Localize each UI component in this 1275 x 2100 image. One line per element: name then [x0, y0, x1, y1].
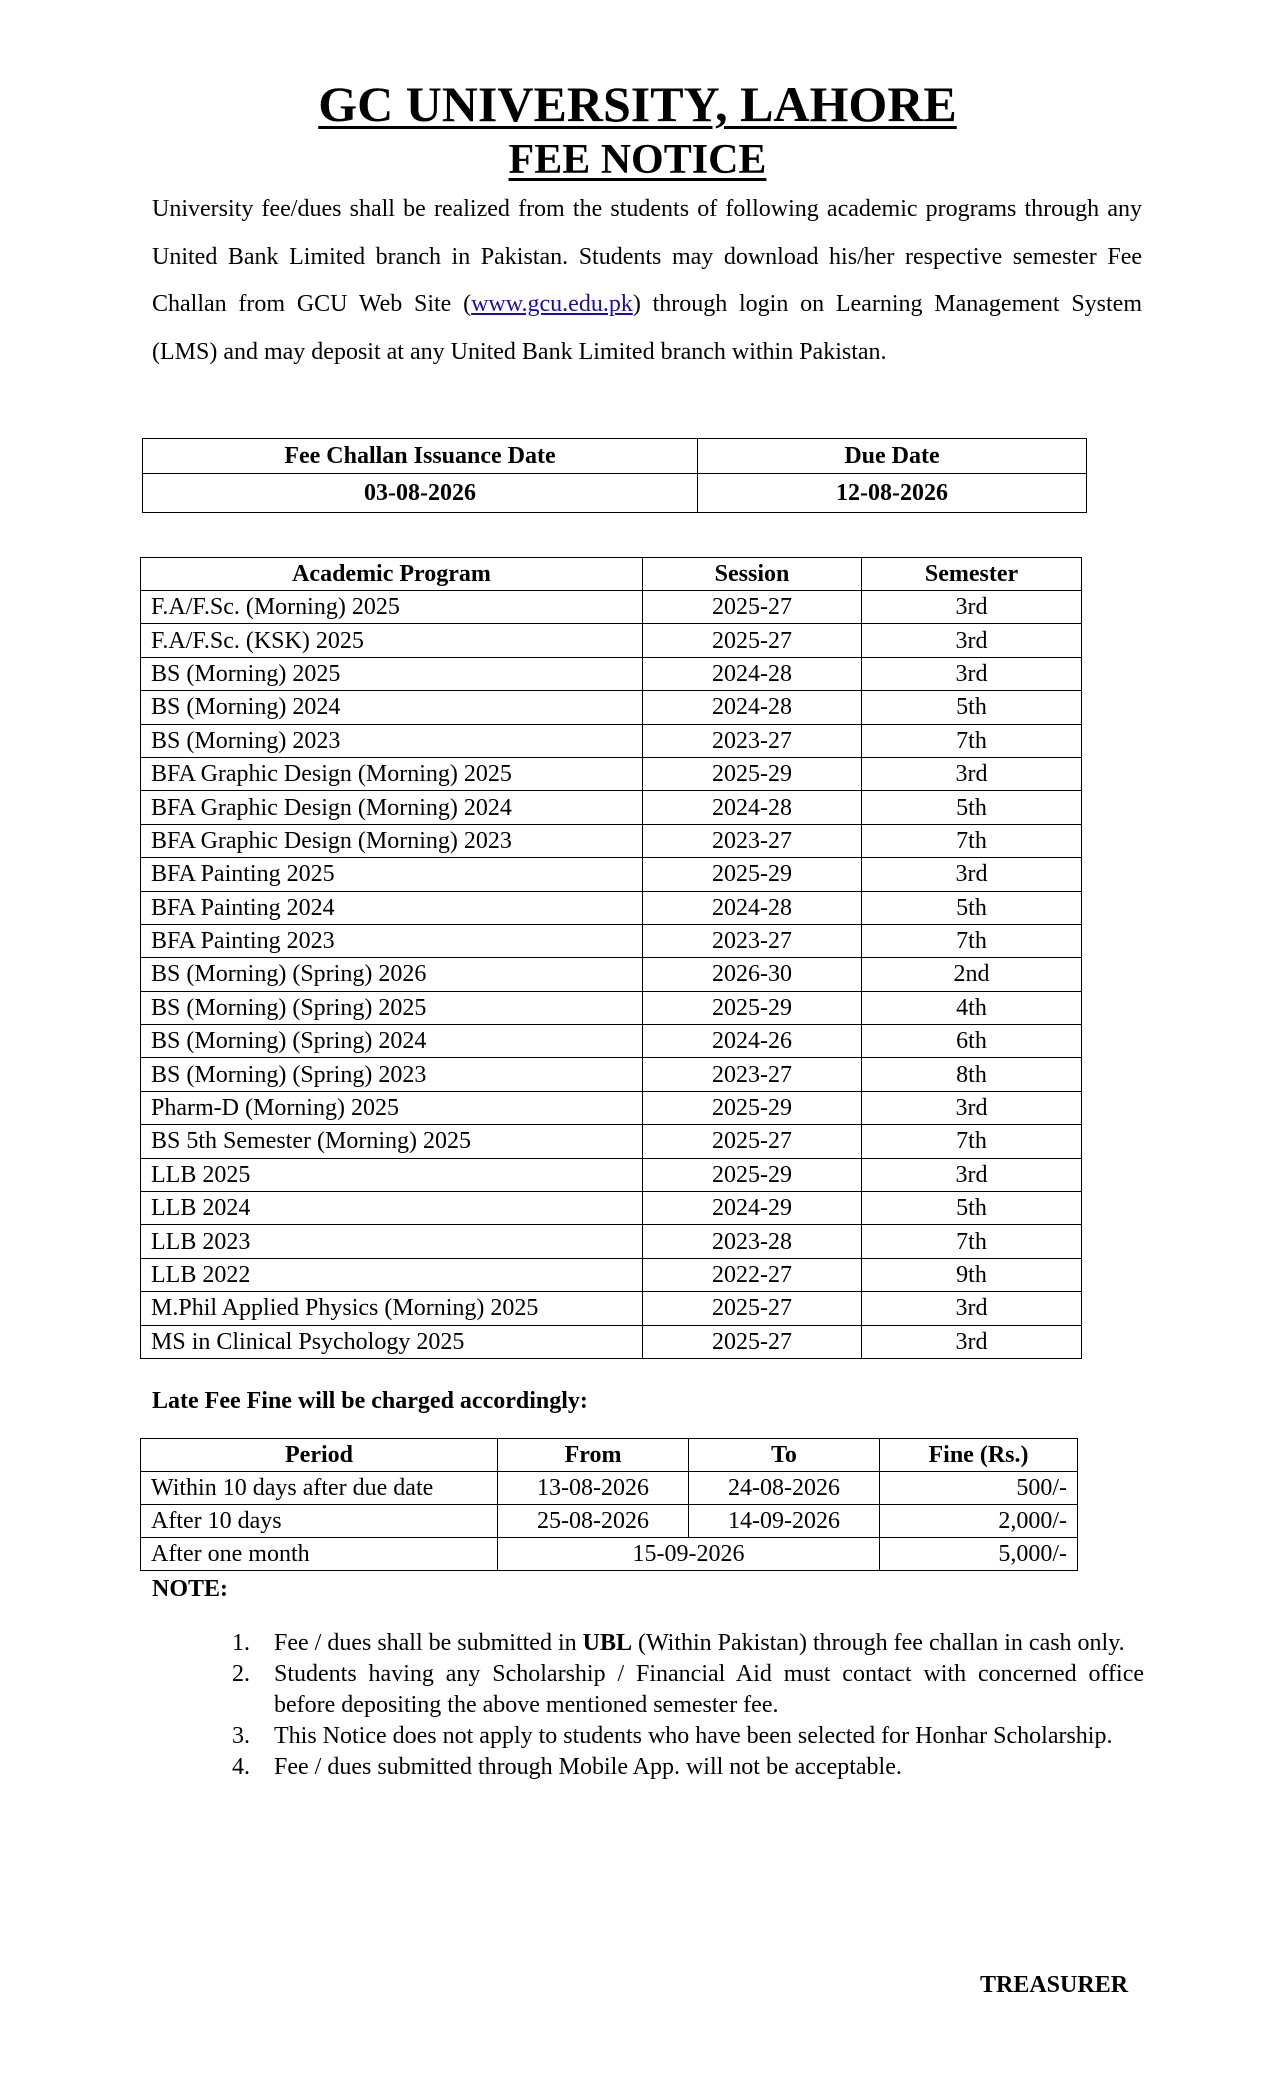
- intro-text-2: ) through login on Learning Management System (LMS) and may deposit at any United Bank Limited branch within Pakistan.: [152, 291, 1142, 365]
- program-cell: BS (Morning) 2023: [141, 724, 643, 757]
- table-row: [141, 1025, 1082, 1058]
- program-cell: BS (Morning) 2025: [141, 657, 643, 690]
- period-cell: Within 10 days after due date: [141, 1472, 498, 1505]
- list-item: [232, 1721, 1144, 1752]
- note-bold-text: UBL: [582, 1630, 632, 1656]
- table-row: [141, 1505, 1078, 1538]
- list-item: [232, 1659, 1144, 1721]
- session-cell: 2023-27: [643, 724, 862, 757]
- session-cell: 2023-27: [643, 924, 862, 957]
- semester-header: Semester: [862, 558, 1082, 591]
- program-cell: BS (Morning) 2024: [141, 691, 643, 724]
- semester-cell: 3rd: [862, 591, 1082, 624]
- program-cell: LLB 2024: [141, 1192, 643, 1225]
- note-text: Fee / dues shall be submitted in: [274, 1630, 583, 1656]
- session-cell: 2024-29: [643, 1192, 862, 1225]
- period-header: Period: [141, 1439, 498, 1472]
- table-row: [141, 858, 1082, 891]
- note-text: This Notice does not apply to students who have been selected for Honhar Scholarship.: [274, 1723, 1113, 1749]
- table-row: [141, 757, 1082, 790]
- semester-cell: 5th: [862, 791, 1082, 824]
- table-row: [141, 1258, 1082, 1291]
- table-row: [141, 1292, 1082, 1325]
- note-text: Students having any Scholarship / Financial Aid must contact with concerned office before depositing the above mentioned semester fee.: [274, 1661, 1144, 1718]
- treasurer-signature: TREASURER: [980, 1972, 1129, 1998]
- to-cell: 24-08-2026: [689, 1472, 880, 1505]
- session-cell: 2026-30: [643, 958, 862, 991]
- from-header: From: [498, 1439, 689, 1472]
- table-row: [141, 1225, 1082, 1258]
- program-cell: F.A/F.Sc. (Morning) 2025: [141, 591, 643, 624]
- notice-title: FEE NOTICE: [508, 137, 767, 183]
- program-cell: BFA Graphic Design (Morning) 2024: [141, 791, 643, 824]
- list-item: [232, 1628, 1144, 1659]
- semester-cell: 3rd: [862, 657, 1082, 690]
- late-fee-heading: Late Fee Fine will be charged accordingly:: [152, 1388, 588, 1414]
- program-cell: LLB 2025: [141, 1158, 643, 1191]
- fine-cell: 500/-: [880, 1472, 1078, 1505]
- table-row: [141, 991, 1082, 1024]
- table-row: [141, 824, 1082, 857]
- due-date-header: Due Date: [698, 439, 1087, 474]
- university-title: GC UNIVERSITY, LAHORE: [318, 76, 957, 132]
- program-cell: BFA Graphic Design (Morning) 2023: [141, 824, 643, 857]
- session-cell: 2025-29: [643, 1091, 862, 1124]
- table-row: [141, 1125, 1082, 1158]
- session-cell: 2025-27: [643, 1292, 862, 1325]
- table-row: [141, 891, 1082, 924]
- late-fee-table: [140, 1438, 1078, 1571]
- table-row: [141, 958, 1082, 991]
- program-cell: Pharm-D (Morning) 2025: [141, 1091, 643, 1124]
- semester-cell: 3rd: [862, 1091, 1082, 1124]
- website-link[interactable]: www.gcu.edu.pk: [471, 291, 633, 317]
- semester-cell: 5th: [862, 691, 1082, 724]
- session-cell: 2024-28: [643, 891, 862, 924]
- session-cell: 2025-29: [643, 858, 862, 891]
- session-cell: 2023-27: [643, 1058, 862, 1091]
- session-cell: 2025-29: [643, 991, 862, 1024]
- table-row: [141, 657, 1082, 690]
- session-cell: 2025-29: [643, 1158, 862, 1191]
- dates-table: [142, 438, 1087, 513]
- semester-cell: 2nd: [862, 958, 1082, 991]
- note-number: 3.: [232, 1723, 250, 1749]
- semester-cell: 5th: [862, 891, 1082, 924]
- semester-cell: 3rd: [862, 1325, 1082, 1358]
- program-cell: BS (Morning) (Spring) 2023: [141, 1058, 643, 1091]
- note-heading: NOTE:: [152, 1576, 229, 1602]
- issuance-date-header: Fee Challan Issuance Date: [143, 439, 698, 474]
- table-row: [141, 1325, 1082, 1358]
- from-cell: 25-08-2026: [498, 1505, 689, 1538]
- session-cell: 2023-27: [643, 824, 862, 857]
- note-text: Fee / dues submitted through Mobile App. will not be acceptable.: [274, 1754, 902, 1780]
- semester-cell: 3rd: [862, 1292, 1082, 1325]
- note-text-end: (Within Pakistan) through fee challan in cash only.: [631, 1630, 1125, 1656]
- program-cell: M.Phil Applied Physics (Morning) 2025: [141, 1292, 643, 1325]
- session-cell: 2025-27: [643, 1325, 862, 1358]
- table-row: [141, 1158, 1082, 1191]
- program-cell: BS (Morning) (Spring) 2026: [141, 958, 643, 991]
- session-cell: 2023-28: [643, 1225, 862, 1258]
- semester-cell: 3rd: [862, 858, 1082, 891]
- program-cell: LLB 2023: [141, 1225, 643, 1258]
- fine-cell: 5,000/-: [880, 1538, 1078, 1571]
- note-number: 2.: [232, 1661, 250, 1687]
- from-to-cell: 15-09-2026: [498, 1538, 880, 1571]
- issuance-date-value: 03-08-2026: [143, 474, 698, 513]
- program-cell: MS in Clinical Psychology 2025: [141, 1325, 643, 1358]
- note-number: 1.: [232, 1630, 250, 1656]
- to-header: To: [689, 1439, 880, 1472]
- semester-cell: 5th: [862, 1192, 1082, 1225]
- session-cell: 2024-28: [643, 691, 862, 724]
- fine-header: Fine (Rs.): [880, 1439, 1078, 1472]
- table-row: [141, 591, 1082, 624]
- notes-list: [232, 1628, 1144, 1783]
- period-cell: After one month: [141, 1538, 498, 1571]
- semester-cell: 3rd: [862, 624, 1082, 657]
- semester-cell: 7th: [862, 824, 1082, 857]
- program-header: Academic Program: [141, 558, 643, 591]
- table-row: [141, 1472, 1078, 1505]
- table-row: [141, 724, 1082, 757]
- semester-cell: 7th: [862, 724, 1082, 757]
- table-row: [141, 1538, 1078, 1571]
- program-cell: F.A/F.Sc. (KSK) 2025: [141, 624, 643, 657]
- program-cell: BS (Morning) (Spring) 2025: [141, 991, 643, 1024]
- programs-table: [140, 557, 1082, 1359]
- note-number: 4.: [232, 1754, 250, 1780]
- session-cell: 2024-28: [643, 791, 862, 824]
- table-row: [141, 624, 1082, 657]
- session-cell: 2025-27: [643, 1125, 862, 1158]
- fine-cell: 2,000/-: [880, 1505, 1078, 1538]
- intro-text-1: University fee/dues shall be realized from the students of following academic programs through any United Bank Limited branch in Pakistan. Students may download his/her respective semester Fee Challan from GCU Web Site (: [152, 196, 1142, 317]
- program-cell: LLB 2022: [141, 1258, 643, 1291]
- from-cell: 13-08-2026: [498, 1472, 689, 1505]
- session-header: Session: [643, 558, 862, 591]
- semester-cell: 4th: [862, 991, 1082, 1024]
- program-cell: BS 5th Semester (Morning) 2025: [141, 1125, 643, 1158]
- session-cell: 2022-27: [643, 1258, 862, 1291]
- to-cell: 14-09-2026: [689, 1505, 880, 1538]
- session-cell: 2025-27: [643, 591, 862, 624]
- table-row: [141, 1091, 1082, 1124]
- programs-table-body: [141, 591, 1082, 1359]
- program-cell: BFA Painting 2025: [141, 858, 643, 891]
- semester-cell: 3rd: [862, 1158, 1082, 1191]
- session-cell: 2025-27: [643, 624, 862, 657]
- session-cell: 2024-26: [643, 1025, 862, 1058]
- table-row: [141, 924, 1082, 957]
- table-row: [141, 791, 1082, 824]
- intro-paragraph: [152, 186, 1142, 376]
- list-item: [232, 1752, 1144, 1783]
- semester-cell: 9th: [862, 1258, 1082, 1291]
- semester-cell: 6th: [862, 1025, 1082, 1058]
- session-cell: 2025-29: [643, 757, 862, 790]
- program-cell: BS (Morning) (Spring) 2024: [141, 1025, 643, 1058]
- semester-cell: 3rd: [862, 757, 1082, 790]
- semester-cell: 8th: [862, 1058, 1082, 1091]
- period-cell: After 10 days: [141, 1505, 498, 1538]
- program-cell: BFA Graphic Design (Morning) 2025: [141, 757, 643, 790]
- session-cell: 2024-28: [643, 657, 862, 690]
- table-row: [141, 1192, 1082, 1225]
- semester-cell: 7th: [862, 924, 1082, 957]
- table-row: [141, 691, 1082, 724]
- table-row: [141, 1058, 1082, 1091]
- semester-cell: 7th: [862, 1125, 1082, 1158]
- semester-cell: 7th: [862, 1225, 1082, 1258]
- due-date-value: 12-08-2026: [698, 474, 1087, 513]
- program-cell: BFA Painting 2024: [141, 891, 643, 924]
- program-cell: BFA Painting 2023: [141, 924, 643, 957]
